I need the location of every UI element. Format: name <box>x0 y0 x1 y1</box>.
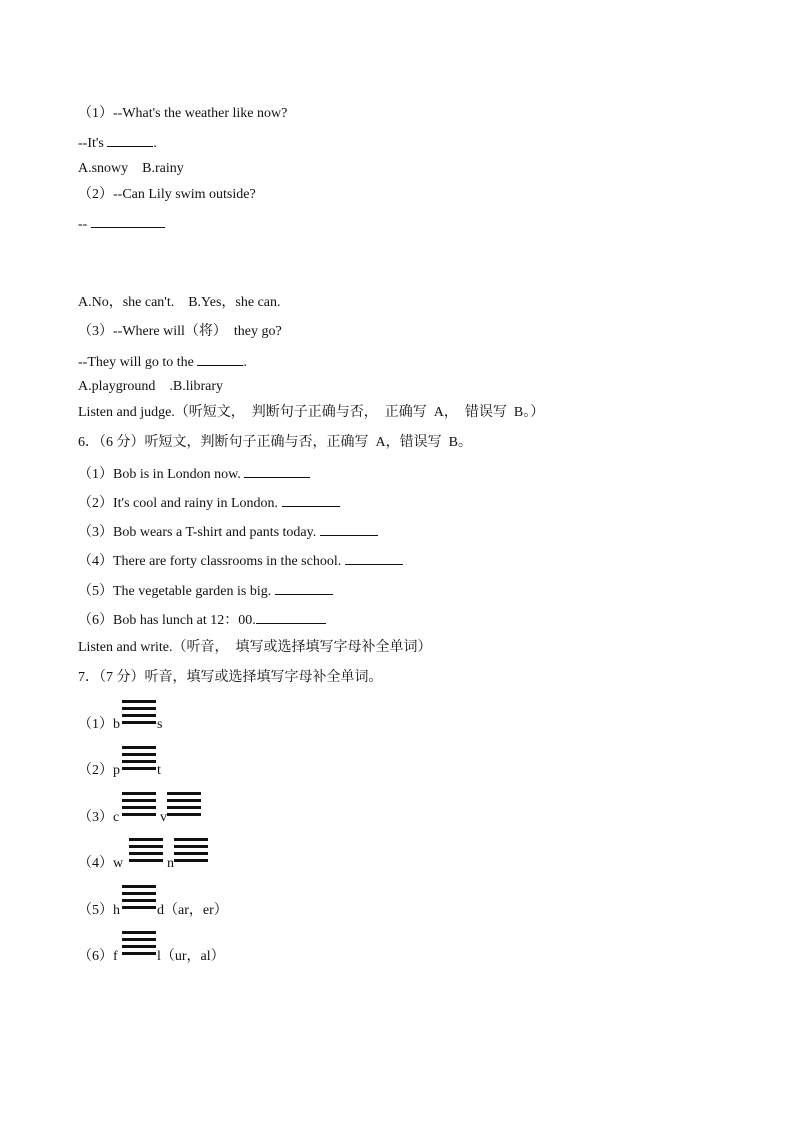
q5-3-blank[interactable] <box>197 352 243 366</box>
spell-letter-end: l <box>157 949 161 964</box>
q5-2-blank[interactable] <box>91 214 165 228</box>
write-heading: Listen and write.（听音， 填写或选择填写字母补全单词） <box>78 640 432 655</box>
judge-item-3 <box>78 522 378 542</box>
letter-blank-lines[interactable] <box>122 746 156 778</box>
letter-blank-lines[interactable] <box>174 838 208 870</box>
spell-item-number: （3） <box>78 810 113 825</box>
judge-item-text: （4）There are forty classrooms in the school. <box>78 554 345 569</box>
spell-letter-end: d <box>157 903 164 918</box>
spell-item-3 <box>78 809 119 827</box>
q5-3-options: A.playground .B.library <box>78 379 224 394</box>
spell-letter-start: p <box>113 763 120 778</box>
q5-2-question: （2）--Can Lily swim outside? <box>78 187 256 202</box>
q5-3-answer <box>78 352 247 372</box>
spell-letter-end: t <box>157 763 161 778</box>
judge-item-4 <box>78 551 403 571</box>
spell-letter-start: h <box>113 903 120 918</box>
judge-item-text: （5）The vegetable garden is big. <box>78 584 275 599</box>
judge-item-2 <box>78 493 340 513</box>
judge-heading: Listen and judge.（听短文， 判断句子正确与否， 正确写 A， 错误写 B。） <box>78 405 545 420</box>
spell-item-4 <box>78 855 123 873</box>
q5-2-answer <box>78 214 165 234</box>
spell-item-2 <box>78 762 120 780</box>
spell-item-6 <box>78 948 118 966</box>
judge-item-6 <box>78 610 326 630</box>
spell-item-number: （4） <box>78 856 113 871</box>
spell-item-6-tail <box>157 948 225 966</box>
spell-item-5-tail <box>157 902 228 920</box>
letter-blank-lines[interactable] <box>167 792 201 824</box>
q5-1-answer <box>78 133 157 153</box>
judge-blank-5[interactable] <box>275 581 333 595</box>
q5-1-blank[interactable] <box>107 133 153 147</box>
letter-blank-lines[interactable] <box>122 700 156 732</box>
judge-item-text: （3）Bob wears a T-shirt and pants today. <box>78 525 320 540</box>
spell-letter-end: s <box>157 717 163 732</box>
section6-title: 6．（6 分）听短文，判断句子正确与否，正确写 A，错误写 B。 <box>78 435 472 450</box>
q5-3-question: （3）--Where will（将） they go? <box>78 324 282 339</box>
spell-item-number: （2） <box>78 763 113 778</box>
section7-title: 7．（7 分）听音，填写或选择填写字母补全单词。 <box>78 670 383 685</box>
judge-item-text: （6）Bob has lunch at 12：00. <box>78 613 256 628</box>
letter-blank-lines[interactable] <box>122 792 156 824</box>
q5-1-answer-prefix: --It's <box>78 136 108 151</box>
judge-blank-1[interactable] <box>244 464 310 478</box>
spell-letter-start: w <box>113 856 124 871</box>
judge-blank-3[interactable] <box>320 522 378 536</box>
spell-choices: （ur，al） <box>160 949 225 964</box>
q5-1-answer-suffix: . <box>153 136 157 151</box>
letter-blank-lines[interactable] <box>122 885 156 917</box>
spell-letter-mid: v <box>160 810 167 825</box>
q5-3-answer-prefix: --They will go to the <box>78 355 198 370</box>
spell-item-5 <box>78 902 120 920</box>
spell-letter-start: f <box>113 949 118 964</box>
q5-3-answer-suffix: . <box>243 355 247 370</box>
spell-letter-start: b <box>113 717 120 732</box>
judge-item-text: （1）Bob is in London now. <box>78 467 245 482</box>
judge-item-1 <box>78 464 310 484</box>
spell-letter-mid: n <box>167 856 174 871</box>
spell-letter-start: c <box>113 810 120 825</box>
judge-item-5 <box>78 581 333 601</box>
letter-blank-lines[interactable] <box>129 838 163 870</box>
spell-item-number: （6） <box>78 949 113 964</box>
spell-choices: （ar，er） <box>164 903 228 918</box>
judge-blank-2[interactable] <box>282 493 340 507</box>
q5-1-question: （1）--What's the weather like now? <box>78 106 288 121</box>
spell-item-number: （5） <box>78 903 113 918</box>
judge-blank-6[interactable] <box>256 610 326 624</box>
judge-item-text: （2）It's cool and rainy in London. <box>78 496 282 511</box>
q5-2-answer-prefix: -- <box>78 217 91 232</box>
q5-1-options: A.snowy B.rainy <box>78 161 184 176</box>
letter-blank-lines[interactable] <box>122 931 156 963</box>
spell-item-1 <box>78 716 120 734</box>
spell-item-number: （1） <box>78 717 113 732</box>
judge-blank-4[interactable] <box>345 551 403 565</box>
q5-2-options: A.No，she can't. B.Yes，she can. <box>78 295 281 310</box>
